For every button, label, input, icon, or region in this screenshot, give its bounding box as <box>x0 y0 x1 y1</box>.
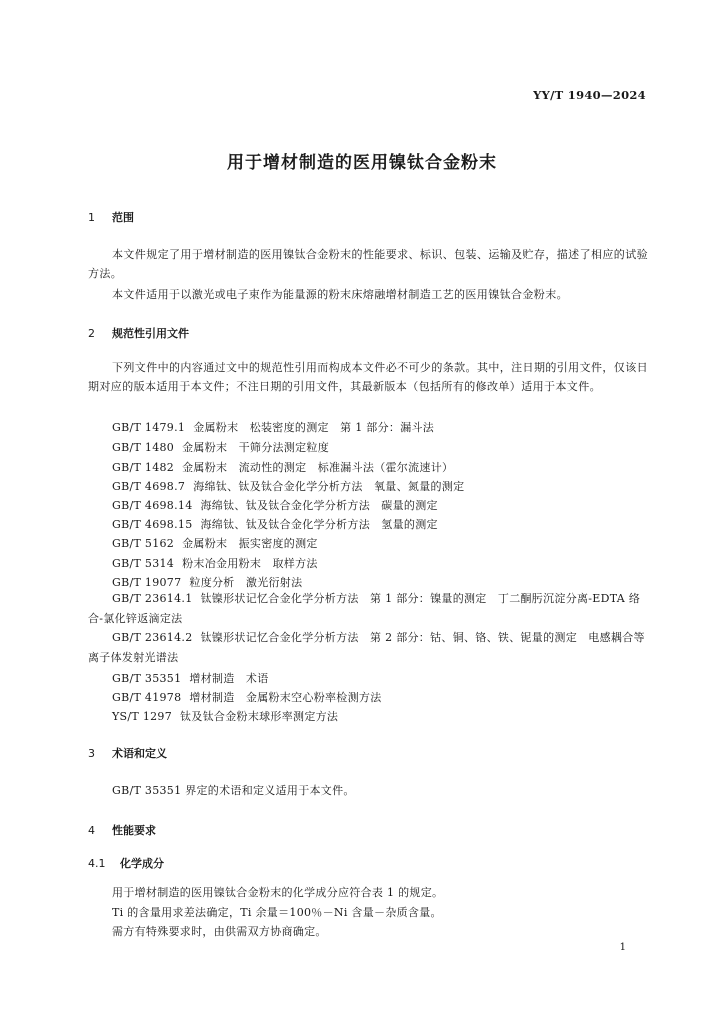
subsection-4-1-heading <box>88 855 164 871</box>
reference-code: GB/T 1482 <box>112 461 175 474</box>
reference-item <box>112 708 338 724</box>
subsection-title: 化学成分 <box>120 857 164 870</box>
reference-item <box>112 574 302 590</box>
reference-title: 金属粉末 振实密度的测定 <box>182 537 318 550</box>
reference-code: GB/T 41978 <box>112 691 182 704</box>
composition-line: 需方有特殊要求时，由供需双方协商确定。 <box>112 925 327 938</box>
references-intro: 下列文件中的内容通过文中的规范性引用而构成本文件必不可少的条款。其中，注日期的引用文件，仅该日期对应的版本适用于本文件；不注日期的引用文件，其最新版本（包括所有的修改单）适用于本文件。 <box>88 361 648 393</box>
reference-code: YS/T 1297 <box>112 710 173 723</box>
composition-line: 用于增材制造的医用镍钛合金粉末的化学成分应符合表 1 的规定。 <box>112 886 444 899</box>
reference-title: 金属粉末 松装密度的测定 第 1 部分：漏斗法 <box>193 421 435 434</box>
reference-item <box>112 439 329 455</box>
reference-item <box>112 478 464 494</box>
terms-paragraph: GB/T 35351 界定的术语和定义适用于本文件。 <box>112 784 355 797</box>
section-number: 2 <box>88 327 95 340</box>
reference-code: GB/T 5314 <box>112 557 175 570</box>
reference-title: 钛镍形状记忆合金化学分析方法 第 1 部分：镍量的测定 丁二酮肟沉淀分离-EDTA 络合-氯化锌返滴定法 <box>88 592 641 625</box>
reference-item <box>112 419 434 435</box>
reference-title: 钛及钛合金粉末球形率测定方法 <box>180 710 339 723</box>
section-number: 1 <box>88 211 95 224</box>
section-title: 范围 <box>112 211 134 224</box>
section-title: 性能要求 <box>112 824 156 837</box>
reference-item <box>112 535 318 551</box>
reference-title: 钛镍形状记忆合金化学分析方法 第 2 部分：钴、铜、铬、铁、铌量的测定 电感耦合等离子体发射光谱法 <box>88 631 645 664</box>
reference-code: GB/T 1479.1 <box>112 421 186 434</box>
reference-item <box>112 555 318 571</box>
reference-item <box>112 516 438 532</box>
section-number: 4 <box>88 824 95 837</box>
reference-code: GB/T 4698.14 <box>112 499 193 512</box>
reference-title: 粉末冶金用粉末 取样方法 <box>182 557 318 570</box>
section-1-heading <box>88 209 134 225</box>
reference-title: 海绵钛、钛及钛合金化学分析方法 碳量的测定 <box>200 499 438 512</box>
section-3-heading <box>88 745 167 761</box>
scope-paragraph-1: 本文件规定了用于增材制造的医用镍钛合金粉末的性能要求、标识、包装、运输及贮存，描述了相应的试验方法。 <box>88 248 648 280</box>
reference-code: GB/T 4698.15 <box>112 518 193 531</box>
reference-code: GB/T 5162 <box>112 537 175 550</box>
document-title: 用于增材制造的医用镍钛合金粉末 <box>227 153 497 173</box>
reference-item <box>112 689 382 705</box>
reference-title: 增材制造 术语 <box>189 672 269 685</box>
reference-title: 金属粉末 流动性的测定 标准漏斗法（霍尔流速计） <box>182 461 454 474</box>
reference-title: 海绵钛、钛及钛合金化学分析方法 氧量、氮量的测定 <box>193 480 465 493</box>
subsection-number: 4.1 <box>88 857 106 870</box>
page-number: 1 <box>619 942 626 953</box>
reference-code: GB/T 1480 <box>112 441 175 454</box>
scope-paragraph-2: 本文件适用于以激光或电子束作为能量源的粉末床熔融增材制造工艺的医用镍钛合金粉末。 <box>112 288 568 301</box>
section-title: 规范性引用文件 <box>112 327 189 340</box>
reference-code: GB/T 23614.1 <box>112 592 193 605</box>
reference-code: GB/T 19077 <box>112 576 182 589</box>
section-4-heading <box>88 822 156 838</box>
reference-item <box>112 670 269 686</box>
reference-code: GB/T 35351 <box>112 672 182 685</box>
reference-item <box>112 459 453 475</box>
reference-item <box>112 497 438 513</box>
reference-title: 增材制造 金属粉末空心粉率检测方法 <box>189 691 382 704</box>
reference-title: 粒度分析 激光衍射法 <box>189 576 303 589</box>
section-2-heading <box>88 325 189 341</box>
composition-line: Ti 的含量用求差法确定，Ti 余量＝100％－Ni 含量－杂质含量。 <box>112 906 442 919</box>
reference-code: GB/T 4698.7 <box>112 480 186 493</box>
reference-item <box>88 628 650 668</box>
standard-code: YY/T 1940—2024 <box>533 88 646 102</box>
reference-item <box>88 589 650 629</box>
section-number: 3 <box>88 747 95 760</box>
reference-title: 金属粉末 干筛分法测定粒度 <box>182 441 330 454</box>
section-title: 术语和定义 <box>112 747 167 760</box>
reference-title: 海绵钛、钛及钛合金化学分析方法 氢量的测定 <box>200 518 438 531</box>
reference-code: GB/T 23614.2 <box>112 631 193 644</box>
